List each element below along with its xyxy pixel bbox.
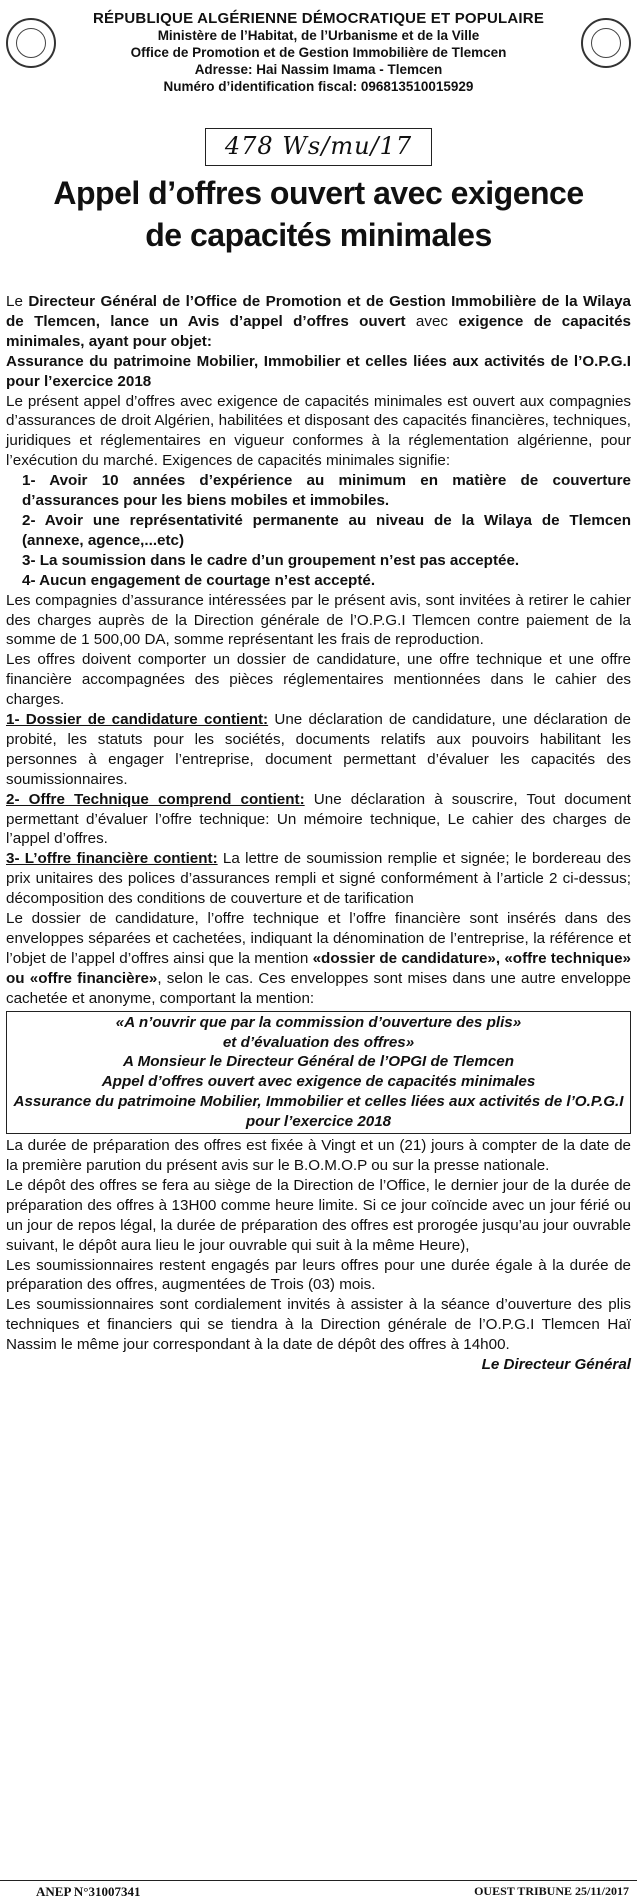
requirement-item: 3- La soumission dans le cadre d’un groupement n’est pas acceptée. <box>22 551 520 569</box>
handwritten-reference-stamp: 478 Ws/mu/17 <box>205 128 432 166</box>
office-name: Office de Promotion et de Gestion Immobilière de Tlemcen <box>130 45 507 60</box>
anep-number: ANEP N°31007341 <box>36 1884 141 1899</box>
tax-id: Numéro d’identification fiscal: 096813510015929 <box>163 79 474 94</box>
envelope-mention-box <box>6 1011 631 1134</box>
deposit-paragraph: Le dépôt des offres se fera au siège de la Direction de l’Office, le dernier jour de la durée de préparation des offres à 13H00 comme heure limite. Si ce jour coïncide avec un jour férié ou un jour de repos légal, la durée de préparation des offres est prorogée jusqu’au jour ouvrable suivant, le dépôt aura lieu le jour ouvrable qui suit à la même Heure), <box>6 1176 631 1254</box>
emblem-seal-right-icon <box>581 18 631 68</box>
duration-paragraph: La durée de préparation des offres est fixée à Vingt et un (21) jours à compter de la date de la première parution du présent avis sur le B.O.M.O.P ou sur la presse nationale. <box>6 1137 631 1174</box>
opening-paragraph: Le présent appel d’offres avec exigence de capacités minimales est ouvert aux compagnies d’assurances de droit Algérien, habilitées et disposant des capacités financières, techniques, juridiques et réglementaires en vigueur conformes à la réglementation algérienne, pour l’exécution du marché. Exigences de capacités minimales signifie: <box>6 392 631 470</box>
republic-name: RÉPUBLIQUE ALGÉRIENNE DÉMOCRATIQUE ET POPULAIRE <box>92 10 545 27</box>
notice-title <box>20 172 617 256</box>
envelope-mention-line: «A n’ouvrir que par la commission d’ouverture des plis» <box>115 1013 522 1031</box>
section-financial-text: La lettre de soumission remplie et signée; le bordereau des prix unitaires des polices d’assurances rempli et signé conformément à l’article 2 ci-dessus; décomposition des conditions de couverture et de tarification <box>6 850 632 908</box>
envelopes-text-1: Le dossier de candidature, l’offre technique et l’offre financière sont insérés dans des enveloppes séparées et cachetées, indiquant la dénomination de l’entreprise, la référence et l’objet de l’appel d’offres ainsi que la mention <box>6 910 631 967</box>
intro-paragraph <box>6 292 631 352</box>
opening-session-paragraph: Les soumissionnaires sont cordialement invités à assister à la séance d’ouverture des plis techniques et financiers qui se tiendra à la Direction générale de l’O.P.G.I Tlemcen Haï Nassim le même jour correspondant à la date de dépôt des offres à 14h00. <box>6 1296 631 1354</box>
notice-title-line-2: de capacités minimales <box>145 217 492 253</box>
section-financial-heading: 3- L’offre financière contient: <box>6 850 218 868</box>
emblem-seal-left-icon <box>6 18 56 68</box>
footer <box>0 1880 637 1903</box>
envelopes-text-2: , selon le cas. Ces enveloppes sont mises dans une autre enveloppe cachetée et anonyme, comportant la mention: <box>6 969 631 1007</box>
withdraw-paragraph: Les compagnies d’assurance intéressées par le présent avis, sont invitées à retirer le cahier des charges auprès de la Direction générale de l’O.P.G.I Tlemcen contre paiement de la somme de 1 500,00 DA, somme représentant les frais de reproduction. <box>6 591 631 649</box>
intro-text-4: exigence de capacités minimales, ayant pour objet: <box>6 312 631 350</box>
engagement-paragraph: Les soumissionnaires restent engagés par leurs offres pour une durée égale à la durée de préparation des offres, augmentées de Trois (03) mois. <box>6 1256 631 1294</box>
intro-text-2: , lance un Avis d’appel d’offres ouvert <box>95 312 406 330</box>
signature: Le Directeur Général <box>481 1356 631 1374</box>
notice-title-line-1: Appel d’offres ouvert avec exigence <box>53 175 584 211</box>
tender-object: Assurance du patrimoine Mobilier, Immobilier et celles liées aux activités de l’O.P.G.I pour l’exercice 2018 <box>6 352 631 390</box>
envelope-mention-line: A Monsieur le Directeur Général de l’OPGI de Tlemcen <box>122 1053 515 1071</box>
intro-text-3: avec <box>405 312 459 330</box>
requirement-item: 2- Avoir une représentativité permanente au niveau de la Wilaya de Tlemcen (annexe, agence,...etc) <box>22 511 631 549</box>
notice-body <box>6 292 631 1375</box>
envelope-mention-line: et d’évaluation des offres» <box>222 1033 415 1051</box>
office-address: Adresse: Hai Nassim Imama - Tlemcen <box>194 62 443 77</box>
offers-paragraph: Les offres doivent comporter un dossier de candidature, une offre technique et une offre financière accompagnées des pièces réglementaires mentionnées dans le cahier des charges. <box>6 651 631 709</box>
intro-issuer: Directeur Général de l’Office de Promotion et de Gestion Immobilière de la Wilaya de Tlemcen <box>6 293 631 330</box>
requirement-item: 1- Avoir 10 années d’expérience au minimum en matière de couverture d’assurances pour les biens mobiles et immobiles. <box>22 472 631 510</box>
section-candidature-text: Une déclaration de candidature, une déclaration de probité, les statuts pour les sociétés, documents relatifs aux pouvoirs habilitant les personnes à engager l’entreprise, document permettant d’évaluer les capacités des soumissionnaires. <box>6 711 631 788</box>
envelope-mention-line: Appel d’offres ouvert avec exigence de capacités minimales <box>101 1073 536 1091</box>
section-candidature-heading: 1- Dossier de candidature contient: <box>6 711 269 729</box>
letterhead <box>60 10 577 95</box>
publication-source: OUEST TRIBUNE 25/11/2017 <box>474 1884 629 1898</box>
envelope-mention-line: Assurance du patrimoine Mobilier, Immobilier et celles liées aux activités de l’O.P.G.I pour l’exercice 2018 <box>13 1093 624 1131</box>
envelopes-paragraph <box>6 909 631 1009</box>
section-technical-text: Une déclaration à souscrire, Tout document permettant d’évaluer l’offre technique: Un mémoire technique, Le cahier des charges de l’appel d’offres. <box>6 790 631 848</box>
envelopes-labels: «dossier de candidature», «offre technique» ou «offre financière» <box>6 949 631 987</box>
section-candidature <box>6 710 631 790</box>
ministry-name: Ministère de l’Habitat, de l’Urbanisme et de la Ville <box>157 28 480 43</box>
intro-text-1: Le <box>6 293 29 310</box>
section-technical-heading: 2- Offre Technique comprend contient: <box>6 790 305 808</box>
requirement-item: 4- Aucun engagement de courtage n’est accepté. <box>22 571 376 589</box>
section-technical <box>6 790 631 850</box>
section-financial <box>6 849 631 909</box>
